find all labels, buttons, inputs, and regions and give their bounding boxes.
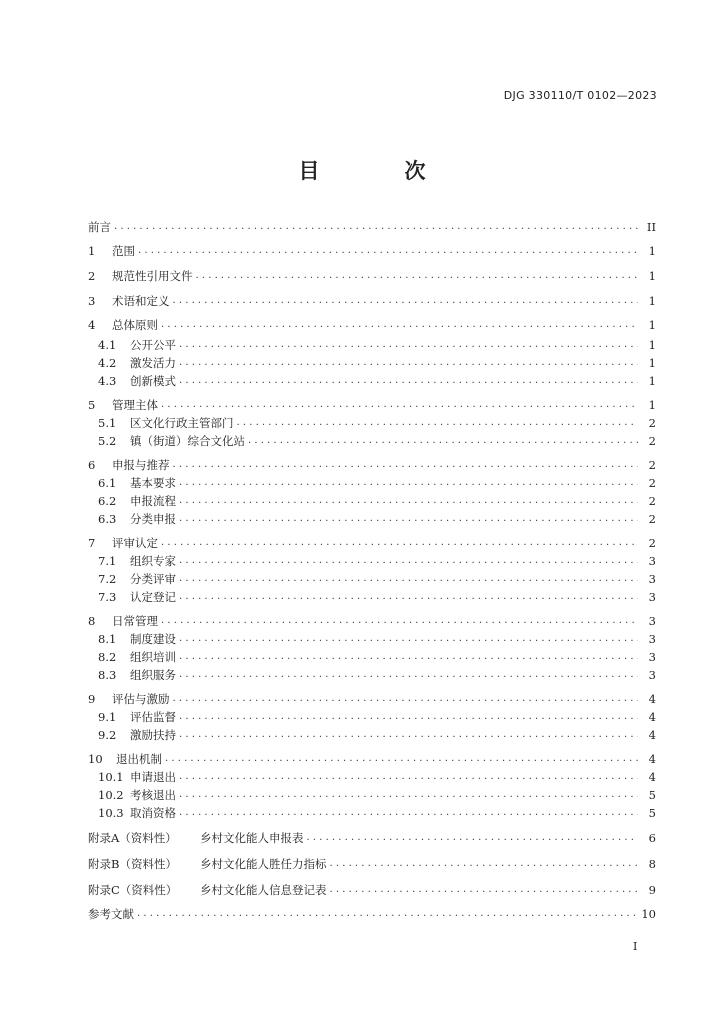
dot-leader <box>138 242 638 260</box>
toc-entry-label: 激励扶持 <box>130 728 176 742</box>
toc-entry-page: 1 <box>648 269 656 283</box>
toc-entry[interactable] <box>88 396 656 414</box>
dot-leader <box>161 612 638 630</box>
toc-entry-page: 5 <box>648 788 656 802</box>
toc-entry[interactable] <box>88 336 656 354</box>
toc-entry-label: 分类评审 <box>130 572 176 586</box>
toc-entry-page: 1 <box>648 244 656 258</box>
toc-entry-label: 乡村文化能人申报表 <box>200 831 304 845</box>
dot-leader <box>179 708 638 726</box>
toc-entry-label: 乡村文化能人胜任力指标 <box>200 857 327 871</box>
toc-entry-page: 1 <box>648 318 656 332</box>
toc-entry-label: 申请退出 <box>130 770 176 784</box>
toc-entry-page: 4 <box>648 692 656 706</box>
toc-entry-number: 9 <box>88 692 96 706</box>
page-number: I <box>633 940 638 953</box>
toc-entry[interactable] <box>88 905 656 923</box>
toc-entry-page: 2 <box>648 416 656 430</box>
toc-entry[interactable] <box>88 372 656 390</box>
toc-entry-page: 9 <box>648 883 656 897</box>
toc-entry-number: 9.1 <box>98 710 117 724</box>
toc-entry-label: 申报流程 <box>130 494 176 508</box>
toc-entry-label: 镇（街道）综合文化站 <box>130 434 245 448</box>
dot-leader <box>137 905 637 923</box>
toc-entry-label: 评估监督 <box>130 710 176 724</box>
toc-entry-number: 6 <box>88 458 96 472</box>
toc-entry-label: 总体原则 <box>112 318 158 332</box>
dot-leader <box>114 218 638 236</box>
toc-entry-number: 5 <box>88 398 96 412</box>
toc-entry-label: 评审认定 <box>112 536 158 550</box>
standard-code: DJG 330110/T 0102—2023 <box>503 89 657 102</box>
toc-entry-page: 3 <box>648 668 656 682</box>
toc-entry[interactable] <box>88 492 656 510</box>
toc-entry-page: 1 <box>648 356 656 370</box>
toc-entry-label: 分类申报 <box>130 512 176 526</box>
dot-leader <box>179 804 638 822</box>
dot-leader <box>179 510 638 528</box>
toc-entry-number: 8.2 <box>98 650 117 664</box>
toc-entry-page: 1 <box>648 374 656 388</box>
toc-entry-number: 7.1 <box>98 554 117 568</box>
toc-entry-label: 公开公平 <box>130 338 176 352</box>
toc-entry-page: 1 <box>648 338 656 352</box>
dot-leader <box>179 786 638 804</box>
toc-entry-label: 退出机制 <box>116 752 162 766</box>
toc-entry-page: II <box>646 220 656 234</box>
toc-entry[interactable] <box>88 570 656 588</box>
toc-entry[interactable] <box>88 316 656 334</box>
toc-entry-page: 2 <box>648 476 656 490</box>
toc-entry-page: 4 <box>648 752 656 766</box>
toc-entry-label: 乡村文化能人信息登记表 <box>200 883 327 897</box>
toc-entry[interactable] <box>88 432 656 450</box>
toc-entry[interactable] <box>88 588 656 606</box>
toc-entry[interactable] <box>88 804 656 822</box>
toc-entry-number: 附录B（资料性） <box>88 857 177 871</box>
toc-entry[interactable] <box>88 855 656 873</box>
toc-entry-page: 2 <box>648 434 656 448</box>
toc-entry[interactable] <box>88 218 656 236</box>
toc-entry[interactable] <box>88 829 656 847</box>
toc-entry-number: 10.2 <box>98 788 124 802</box>
dot-leader <box>196 267 639 285</box>
dot-leader <box>161 316 638 334</box>
toc-entry-number: 9.2 <box>98 728 117 742</box>
toc-entry-number: 4.1 <box>98 338 117 352</box>
toc-entry-number: 7.2 <box>98 572 117 586</box>
toc-entry[interactable] <box>88 456 656 474</box>
toc-entry[interactable] <box>88 510 656 528</box>
toc-entry[interactable] <box>88 648 656 666</box>
dot-leader <box>179 492 638 510</box>
toc-entry-number: 8.1 <box>98 632 117 646</box>
dot-leader <box>330 855 639 873</box>
toc-entry-label: 日常管理 <box>112 614 158 628</box>
toc-entry-page: 3 <box>648 590 656 604</box>
dot-leader <box>179 474 638 492</box>
dot-leader <box>161 396 638 414</box>
toc-entry[interactable] <box>88 630 656 648</box>
dot-leader <box>179 630 638 648</box>
toc-entry-number: 5.1 <box>98 416 117 430</box>
toc-entry-page: 4 <box>648 728 656 742</box>
toc-entry[interactable] <box>88 414 656 432</box>
dot-leader <box>173 292 639 310</box>
toc-entry-label: 术语和定义 <box>112 294 170 308</box>
toc-entry-label: 申报与推荐 <box>112 458 170 472</box>
toc-entry[interactable] <box>88 354 656 372</box>
toc-entry-page: 2 <box>648 512 656 526</box>
dot-leader <box>179 768 638 786</box>
dot-leader <box>179 354 638 372</box>
toc-entry-label: 激发活力 <box>130 356 176 370</box>
toc-entry[interactable] <box>88 242 656 260</box>
toc-entry-page: 3 <box>648 650 656 664</box>
toc-entry-label: 制度建设 <box>130 632 176 646</box>
dot-leader <box>179 588 638 606</box>
toc-entry-page: 3 <box>648 572 656 586</box>
toc-entry[interactable] <box>88 267 656 285</box>
toc-entry[interactable] <box>88 552 656 570</box>
dot-leader <box>307 829 639 847</box>
toc-entry-number: 6.3 <box>98 512 117 526</box>
toc-entry-label: 范围 <box>112 244 135 258</box>
toc-entry-page: 4 <box>648 710 656 724</box>
toc-entry-label: 取消资格 <box>130 806 176 820</box>
toc-entry-label: 管理主体 <box>112 398 158 412</box>
toc-entry-label: 规范性引用文件 <box>112 269 193 283</box>
toc-entry-page: 6 <box>648 831 656 845</box>
toc-entry[interactable] <box>88 708 656 726</box>
dot-leader <box>179 372 638 390</box>
toc-entry-label: 考核退出 <box>130 788 176 802</box>
toc-entry-page: 2 <box>648 536 656 550</box>
dot-leader <box>165 750 638 768</box>
toc-entry-page: 1 <box>648 398 656 412</box>
toc-entry-label: 创新模式 <box>130 374 176 388</box>
toc-entry-label: 基本要求 <box>130 476 176 490</box>
toc-entry-number: 10.3 <box>98 806 124 820</box>
toc-entry-number: 附录A（资料性） <box>88 831 177 845</box>
toc-entry-page: 10 <box>641 907 656 921</box>
dot-leader <box>179 336 638 354</box>
toc-entry-number: 附录C（资料性） <box>88 883 178 897</box>
toc-entry-label: 评估与激励 <box>112 692 170 706</box>
dot-leader <box>173 690 639 708</box>
toc-entry-page: 5 <box>648 806 656 820</box>
toc-entry-page: 2 <box>648 494 656 508</box>
toc-entry[interactable] <box>88 750 656 768</box>
toc-entry-label: 组织培训 <box>130 650 176 664</box>
toc-entry[interactable] <box>88 612 656 630</box>
toc-entry-number: 4.2 <box>98 356 117 370</box>
toc-entry[interactable] <box>88 534 656 552</box>
dot-leader <box>179 552 638 570</box>
toc-entry[interactable] <box>88 292 656 310</box>
toc-entry[interactable] <box>88 768 656 786</box>
page-title: 目 次 <box>298 158 458 183</box>
toc-entry-label: 组织专家 <box>130 554 176 568</box>
toc-entry-label: 参考文献 <box>88 907 134 921</box>
toc-entry-number: 6.2 <box>98 494 117 508</box>
toc-entry[interactable] <box>88 690 656 708</box>
toc-entry-page: 3 <box>648 614 656 628</box>
dot-leader <box>237 414 639 432</box>
toc-entry[interactable] <box>88 881 656 899</box>
toc-entry-number: 7 <box>88 536 96 550</box>
dot-leader <box>179 666 638 684</box>
toc-entry[interactable] <box>88 726 656 744</box>
toc-entry-number: 4.3 <box>98 374 117 388</box>
toc-entry-page: 1 <box>648 294 656 308</box>
toc-entry-number: 10 <box>88 752 103 766</box>
dot-leader <box>179 570 638 588</box>
toc-entry-page: 4 <box>648 770 656 784</box>
toc-entry[interactable] <box>88 786 656 804</box>
toc-entry-label: 前言 <box>88 220 111 234</box>
toc-entry-label: 认定登记 <box>130 590 176 604</box>
toc-entry-page: 3 <box>648 554 656 568</box>
dot-leader <box>161 534 638 552</box>
toc-entry-number: 1 <box>88 244 96 258</box>
toc-entry-page: 8 <box>648 857 656 871</box>
toc-entry[interactable] <box>88 666 656 684</box>
toc-entry[interactable] <box>88 474 656 492</box>
dot-leader <box>179 648 638 666</box>
dot-leader <box>179 726 638 744</box>
toc-entry-number: 8.3 <box>98 668 117 682</box>
dot-leader <box>173 456 639 474</box>
toc-entry-label: 组织服务 <box>130 668 176 682</box>
dot-leader <box>330 881 639 899</box>
toc-entry-label: 区文化行政主管部门 <box>130 416 234 430</box>
toc-entry-number: 3 <box>88 294 96 308</box>
toc-entry-number: 4 <box>88 318 96 332</box>
toc-entry-number: 6.1 <box>98 476 117 490</box>
dot-leader <box>248 432 638 450</box>
toc-entry-number: 5.2 <box>98 434 117 448</box>
toc-entry-page: 2 <box>648 458 656 472</box>
toc-entry-number: 7.3 <box>98 590 117 604</box>
toc-entry-page: 3 <box>648 632 656 646</box>
toc-entry-number: 8 <box>88 614 96 628</box>
toc-entry-number: 2 <box>88 269 96 283</box>
toc-entry-number: 10.1 <box>98 770 124 784</box>
